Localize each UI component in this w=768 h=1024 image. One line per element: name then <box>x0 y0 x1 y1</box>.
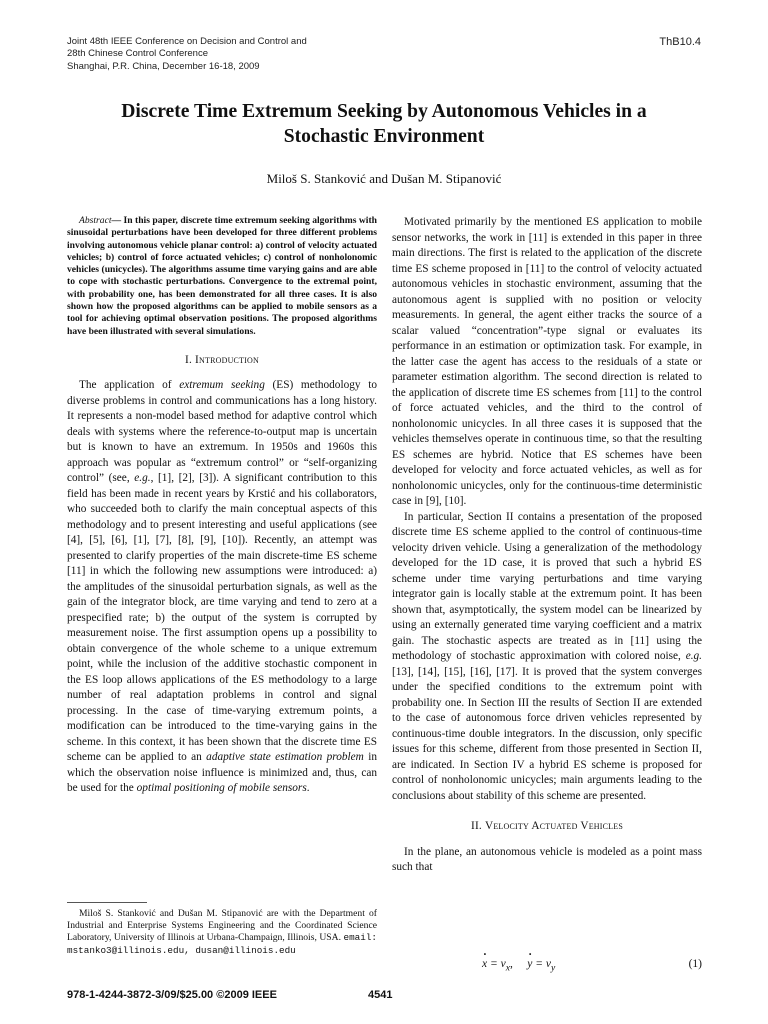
email-address: dusan@illinois.edu <box>195 944 296 956</box>
section-title: Introduction <box>195 353 259 366</box>
intro-paragraph <box>67 378 377 797</box>
model-paragraph: In the plane, an autonomous vehicle is modeled as a point mass such that <box>392 845 702 873</box>
footnote-text: Miloš S. Stanković and Dušan M. Stipanović are with the Department of Industrial and Enterprise Systems Engineering and the Coordinated Science Laboratory, University of Illinois at Urbana-Champaign, Illinois, USA. <box>67 908 377 944</box>
email-separator: , <box>184 944 196 956</box>
text-run: In particular, Section II contains a presentation of the proposed discrete time ES scheme applied to the control of continuous-time velocity driven vehicle. Using a generalization of the methodology developed for the 1D case, it is proved that such a hybrid ES scheme under time varying perturbations and time varying integrator gain is locally stable at the extremum point. It has been shown that, asymptotically, the system model can be linearized by using an externally generated time varying coefficient and a matrix gain. The stochastic aspects are treated as in [11] using the methodology of stochastic approximation with colored noise, <box>392 510 702 662</box>
section-title: Velocity Actuated Vehicles <box>484 820 624 832</box>
eq-separator: , <box>510 958 513 970</box>
emphasis: optimal positioning of mobile sensors <box>136 782 307 795</box>
text-run: . <box>306 782 310 795</box>
text-run: [13], [14], [15], [16], [17]. It is proved that the system converges under the specified conditions to the extremum point with probability one. In Section III the results of Section II are extended to the case of autonomous force driven vehicles represented by continuous-time double integrators. In the discussion, only specific issues for this scheme, different from those presented in Section II, are indicated. In Section IV a hybrid ES scheme is proposed for control of nonholonomic unicycles; main arguments leading to the conclusions about stability of this scheme are presented. <box>392 665 702 802</box>
text-run: , [1], [2], [3]). A significant contribution to this field has been made in recent years by Krstić and his collaborators, who succeeded both to clarify the main conceptual aspects of this methodology and to present interesting and useful applications (see [4], [5], [6], [1], [7], [8], [9], [10]). Recently, an attempt was presented to clarify properties of the main discrete-time ES scheme [11] in which the following new assumptions were introduced: a) the amplitudes of the sinusoidal perturbation signals, as well as the gain of the integrator block, are time varying and tend to zero at a prespecified rate; b) the output of the system is corrupted by measurement noise. The first assumption opens up a possibility to obtain convergence of the whole scheme to a unique extremum point, while the inclusion of the additive stochastic component in the ES loop allows applications of the ES methodology to a large number of real adaptation problems in control and signal processing. In the case of time-varying extremum points, a modification can be introduced to the time-varying gains in the scheme. In this context, it has been shown that the discrete time ES scheme can be applied to an <box>67 472 378 764</box>
outline-paragraph <box>392 510 702 805</box>
session-code: ThB10.4 <box>659 36 701 48</box>
paper-authors: Miloš S. Stanković and Dušan M. Stipanović <box>266 171 502 186</box>
motivation-paragraph: Motivated primarily by the mentioned ES application to mobile sensor networks, the work in [11] is extended in this paper in three main directions. The first is related to the application of the discrete time ES scheme proposed in [11] to the control of velocity actuated autonomous vehicles in stochastic environment, assuming that the autonomous agent is supplied with no position or velocity measurements. In general, the agent either tracks the source of a scalar valued “concentration”-type signal or evaluates its performance in an estimation or optimization task. For example, in the latter case the agent has access to the residuals of a state or parameter estimation algorithm. The second direction is related to the application of discrete time ES schemes from [11] to the control of force actuated vehicles, and the third to the control of nonholonomic unicycles. In all three cases it is supposed that the vehicles themselves operate in continuous time, so that the resulting ES schemes are hybrid. Notice that ES schemes have been developed for velocity and force actuated vehicles, as well as for nonholonomic unicycles, only for the continuous-time deterministic case in [9], [10]. <box>392 216 702 507</box>
text-run: (ES) methodology to diverse problems in control and communications has a long history. It represents a non-model based method for adaptive control which deals with systems where the reference-to-output map is uncertain but is known to have an extremum. In 1950s and 1960s this approach was popular as “extremum control” or “self-organizing control” (see, <box>67 379 377 485</box>
section-heading-velocity <box>392 819 702 835</box>
section-number: I. <box>185 353 193 366</box>
equation-number: (1) <box>688 958 702 970</box>
emphasis: e.g. <box>685 650 702 662</box>
eq-subscript: x <box>505 962 510 974</box>
abstract <box>67 215 377 338</box>
email-label: email: <box>343 932 377 944</box>
conference-line: Shanghai, P.R. China, December 16-18, 2009 <box>67 60 260 72</box>
eq-subscript: y <box>550 962 556 974</box>
text-run: in which the observation noise influence is minimized and, thus, can be used for the <box>67 751 378 795</box>
left-column <box>67 215 377 797</box>
title-line: Stochastic Environment <box>283 126 485 147</box>
eq-symbol: · y <box>527 958 532 970</box>
conference-line: Joint 48th IEEE Conference on Decision and Control and <box>67 36 307 47</box>
isbn-copyright: 978-1-4244-3872-3/09/$25.00 ©2009 IEEE <box>67 989 277 1001</box>
author-footnote <box>67 908 377 957</box>
page-number: 4541 <box>368 989 393 1001</box>
paper-title <box>60 99 708 149</box>
right-column <box>392 215 702 876</box>
conference-header <box>67 36 367 73</box>
eq-symbol: · x <box>482 958 487 970</box>
eq-symbol: = v <box>487 958 506 970</box>
equation-body <box>482 958 555 973</box>
emphasis: adaptive state estimation problem <box>206 751 364 764</box>
emphasis: extremum seeking <box>179 379 265 392</box>
section-number: II. <box>470 820 482 832</box>
email-address: mstanko3@illinois.edu <box>67 944 185 956</box>
eq-symbol: = v <box>532 958 551 970</box>
title-line: Discrete Time Extremum Seeking by Autonomous Vehicles in a <box>121 101 647 122</box>
equation-1 <box>392 956 702 976</box>
section-heading-introduction <box>67 353 377 369</box>
abstract-label: Abstract <box>79 215 112 226</box>
footnote-divider <box>67 902 147 903</box>
text-run: The application of <box>79 379 180 392</box>
emphasis: e.g. <box>134 472 151 485</box>
abstract-text: — In this paper, discrete time extremum seeking algorithms with sinusoidal perturbations have been developed for three different problems involving autonomous vehicle planar control: a) control of velocity actuated vehicles; b) control of force actuated vehicles; c) control of nonholonomic vehicles (unicycles). The algorithms assume time varying gains and are able to cope with stochastic perturbations. Convergence to the extremal point, with probability one, has been demonstrated for all three cases. It is also shown how the proposed algorithms can be applied to mobile sensors as a tool for achieving optimal observation positions. The proposed algorithms have been illustrated with several simulations. <box>67 215 377 337</box>
conference-line: 28th Chinese Control Conference <box>67 48 209 60</box>
